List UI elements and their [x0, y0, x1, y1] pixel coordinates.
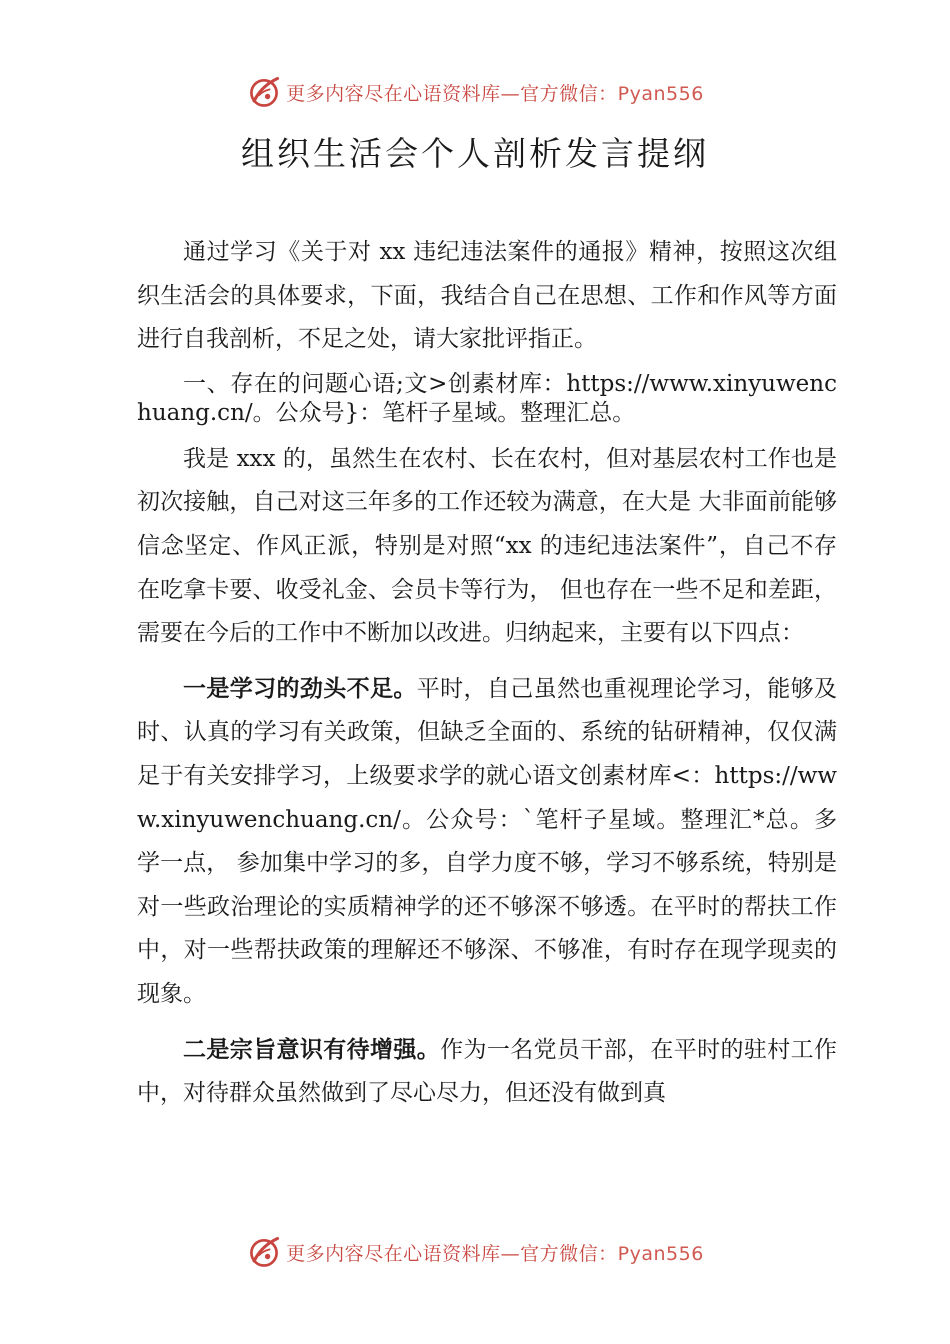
intro-paragraph: 通过学习《关于对 xx 违纪违法案件的通报》精神，按照这次组织生活会的具体要求，下面，我结合自己在思想、工作和作风等方面进行自我剖析，不足之处，请大家批评指正。 — [137, 239, 837, 353]
point-two-paragraph — [137, 1029, 837, 1116]
point-two-lead: 二是宗旨意识有待增强。 — [183, 1036, 441, 1063]
document-body — [137, 231, 837, 1116]
brand-logo-icon — [246, 74, 282, 110]
watermark-text: 更多内容尽在心语资料库—官方微信：Pyan556 — [286, 1242, 704, 1265]
point-one-lead: 一是学习的劲头不足。 — [183, 675, 417, 702]
watermark-banner-top — [0, 70, 950, 114]
point-one-body: 平时，自己虽然也重视理论学习，能够及时、认真的学习有关政策，但缺乏全面的、系统的钻研精神，仅仅满足于有关安排学习，上级要求学的就心语文创素材库<：https://www.xinyuwenchuang.cn/。公众号：`笔杆子星域。整理汇*总。多学一点， 参加集中学习的多，自学力度不够，学习不够系统，特别是对一些政治理论的实质精神学的还不够深不够透。在平时的帮扶工作中，对一些帮扶政策的理解还不够深、不够准，有时存在现学现卖的现象。 — [137, 675, 838, 1007]
brand-logo-icon — [246, 1234, 282, 1270]
watermark-handle: Pyan556 — [617, 82, 704, 105]
section-heading: 一、存在的问题心语;文>创素材库：https://www.xinyuwenchuang.cn/。公众号}：笔杆子星域。整理汇总。 — [137, 370, 837, 426]
watermark-handle: Pyan556 — [617, 1242, 704, 1265]
watermark-banner-bottom — [0, 1230, 950, 1274]
watermark-text: 更多内容尽在心语资料库—官方微信：Pyan556 — [286, 82, 704, 105]
point-two-body: 作为一名党员干部，在平时的驻村工作中，对待群众虽然做到了尽心尽力，但还没有做到真 — [137, 1036, 838, 1107]
self-assessment-paragraph: 我是 xxx 的，虽然生在农村、长在农村，但对基层农村工作也是初次接触，自己对这三年多的工作还较为满意，在大是 大非面前能够信念坚定、作风正派，特别是对照“xx 的违纪违法案件”，自己不存在吃拿卡要、收受礼金、会员卡等行为， 但也存在一些不足和差距，需要在今后的工作中不断加以改进。归纳起来，主要有以下四点： — [137, 445, 837, 647]
document-title: 组织生活会个人剖析发言提纲 — [241, 134, 709, 173]
point-one-paragraph — [137, 668, 837, 1017]
